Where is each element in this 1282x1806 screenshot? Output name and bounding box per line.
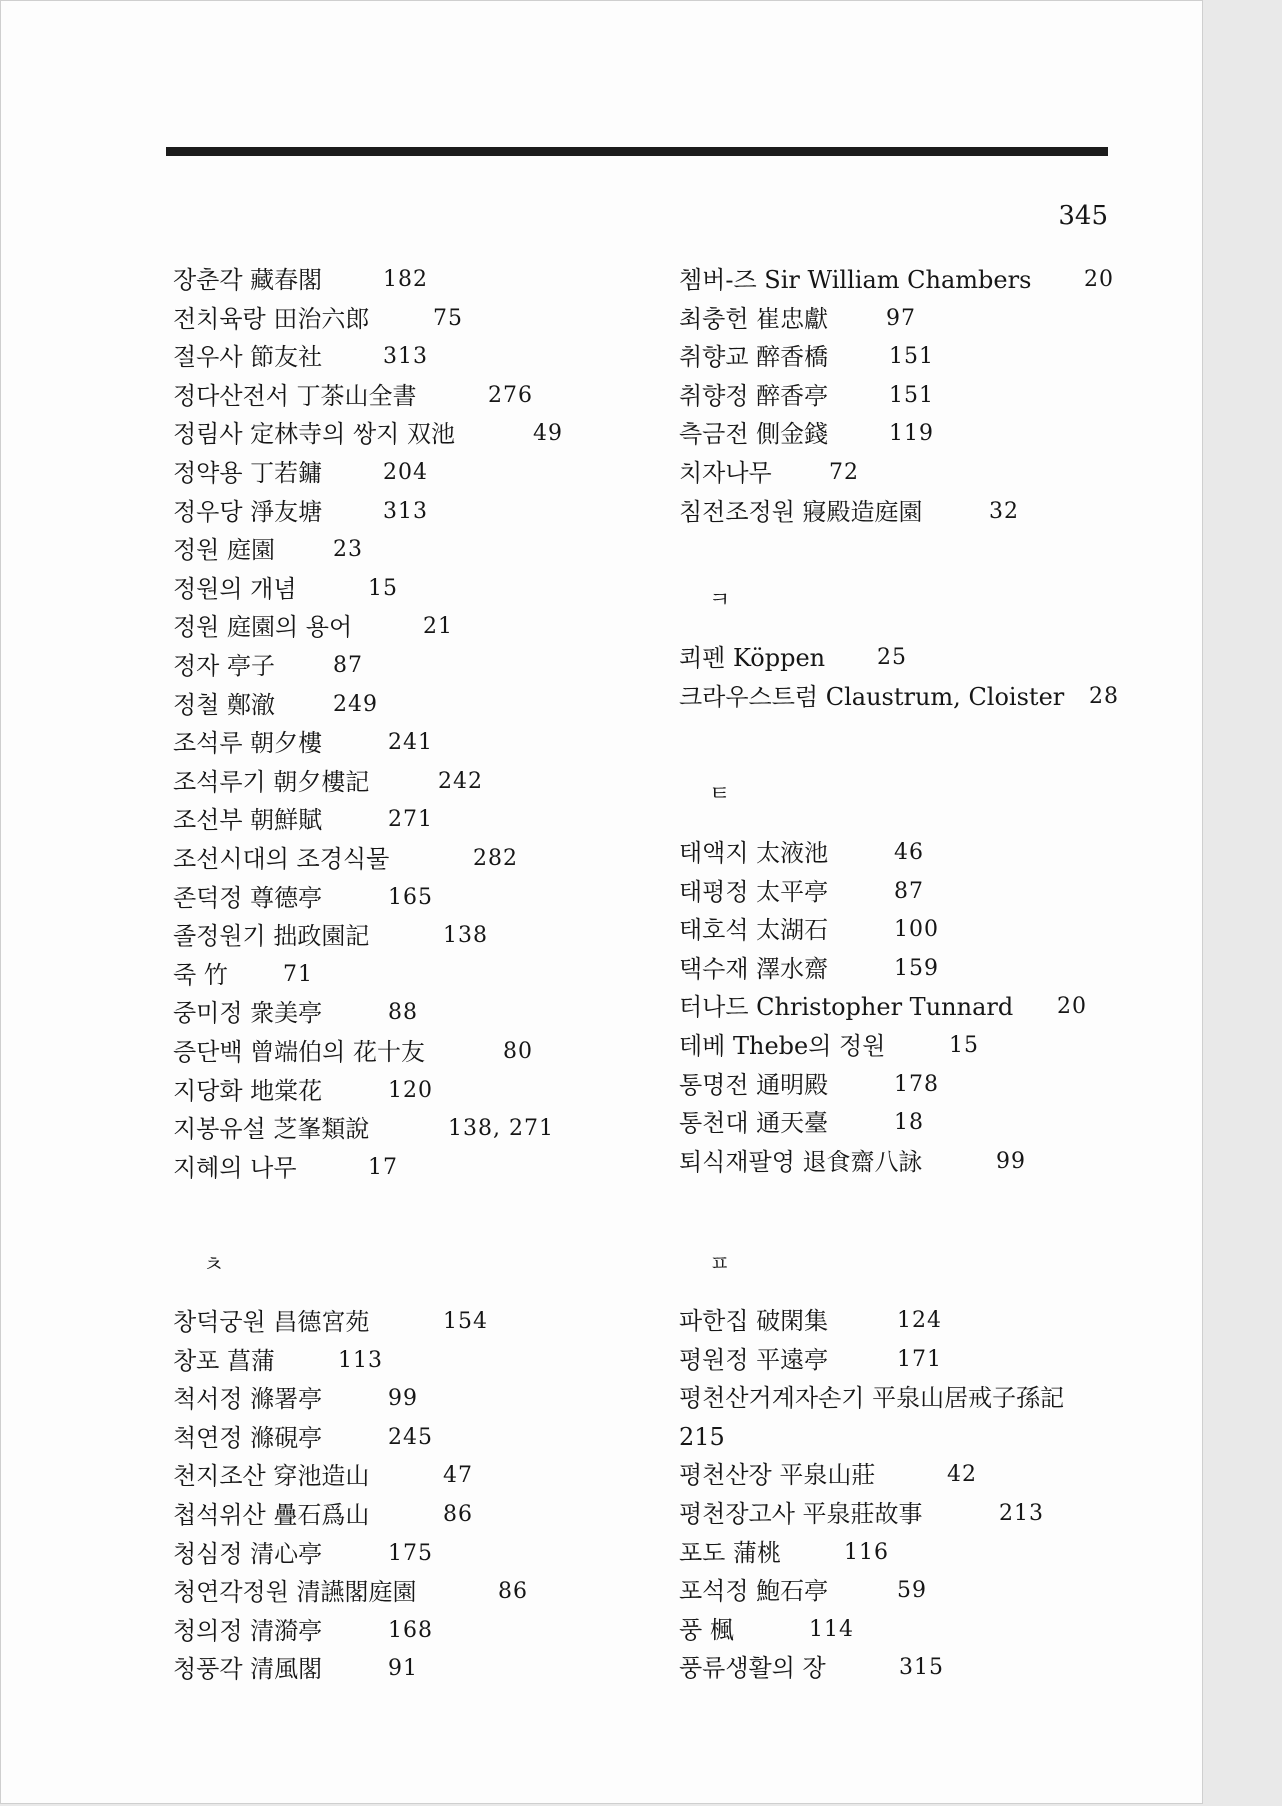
index-page-ref: 15	[949, 1033, 979, 1058]
index-term: 장춘각 藏春閣	[173, 266, 323, 294]
index-term: 통천대 通天臺	[679, 1109, 829, 1138]
index-term: 215	[679, 1422, 725, 1451]
index-page-ref: 151	[889, 344, 934, 370]
index-entry	[679, 1649, 944, 1687]
index-entry	[679, 1027, 979, 1065]
index-page-ref: 42	[947, 1462, 977, 1488]
index-term: 정림사 定林寺의 쌍지 双池	[173, 420, 455, 449]
index-entry	[173, 1650, 418, 1688]
index-term: 정원의 개념	[173, 574, 297, 603]
index-page-ref: 151	[889, 382, 934, 408]
index-page-ref: 25	[877, 645, 907, 670]
section-heading: ㅊ	[203, 1253, 225, 1278]
index-entry	[173, 1535, 433, 1573]
index-entry	[173, 415, 563, 453]
index-page-ref: 87	[333, 653, 363, 678]
index-page-ref: 249	[333, 691, 378, 717]
index-term: 청풍각 清風閣	[173, 1655, 323, 1684]
index-term: 파한집 破閑集	[679, 1307, 829, 1335]
index-term: 청심정 清心亭	[173, 1539, 323, 1568]
index-entry	[173, 801, 433, 839]
index-term: 지혜의 나무	[173, 1153, 297, 1182]
index-term: 정다산전서 丁茶山全書	[173, 381, 417, 410]
index-term: 정철 鄭澈	[173, 690, 275, 719]
index-page-ref: 20	[1057, 994, 1087, 1020]
index-page-ref: 315	[899, 1655, 944, 1681]
index-term: 전치육랑 田治六郎	[173, 304, 370, 333]
section-heading: ㅍ	[709, 1252, 731, 1277]
index-page-ref: 20	[1084, 267, 1114, 292]
index-page-ref: 99	[388, 1386, 418, 1412]
index-term: 치자나무	[679, 459, 772, 487]
index-term: 창덕궁원 昌德宮苑	[173, 1308, 370, 1336]
index-entry	[173, 338, 428, 376]
index-entry	[173, 1496, 473, 1534]
index-page-ref: 124	[897, 1308, 942, 1333]
index-entry	[679, 415, 934, 453]
index-entry	[173, 1342, 383, 1380]
index-term: 정원 庭園의 용어	[173, 613, 353, 642]
index-term: 중미정 衆美亭	[173, 999, 323, 1028]
index-page-ref: 276	[488, 382, 533, 408]
index-term: 존덕정 尊德亭	[173, 883, 323, 912]
index-page-ref: 59	[897, 1578, 927, 1604]
index-page-ref: 47	[443, 1463, 473, 1489]
index-term: 취향교 醉香橋	[679, 343, 829, 372]
header-rule	[166, 147, 1108, 156]
index-entry	[173, 724, 433, 762]
index-entry	[173, 377, 533, 415]
index-entry	[679, 1302, 942, 1340]
index-entry	[679, 1534, 889, 1572]
index-page-ref: 17	[368, 1154, 398, 1180]
index-term: 포석정 鮑石亭	[679, 1577, 829, 1606]
index-entry	[679, 1104, 924, 1142]
index-term: 창포 菖蒲	[173, 1346, 275, 1375]
index-entry	[173, 1303, 488, 1341]
index-entry	[173, 608, 453, 646]
index-page-ref: 245	[388, 1424, 433, 1450]
index-entry	[679, 338, 934, 376]
index-entry	[173, 1072, 433, 1110]
index-entry	[173, 300, 463, 338]
index-term: 조선부 朝鮮賦	[173, 806, 323, 835]
index-term: 척서정 滌署亭	[173, 1385, 323, 1414]
index-entry	[173, 570, 398, 608]
index-page-ref: 313	[383, 344, 428, 370]
index-term: 천지조산 穿池造山	[173, 1462, 370, 1491]
index-term: 태액지 太液池	[679, 839, 829, 867]
index-term: 평천산장 平泉山莊	[679, 1461, 876, 1490]
index-entry	[679, 1495, 1044, 1533]
index-entry	[173, 493, 428, 531]
index-term: 졸정원기 拙政園記	[173, 922, 370, 951]
index-term: 터나드 Christopher Tunnard	[679, 993, 1014, 1022]
index-entry	[173, 1573, 528, 1611]
index-term: 증단백 曾端伯의 花十友	[173, 1038, 425, 1066]
index-term: 포도 蒲桃	[679, 1538, 781, 1567]
index-page-ref: 86	[443, 1502, 473, 1527]
index-term: 지당화 地棠花	[173, 1076, 323, 1105]
index-term: 정자 亭子	[173, 652, 275, 680]
index-page-ref: 271	[388, 807, 433, 833]
index-page-ref: 87	[894, 878, 924, 904]
index-term: 퇴식재팔영 退食齋八詠	[679, 1147, 923, 1176]
index-entry	[173, 647, 363, 685]
page-number: 345	[1058, 201, 1108, 231]
index-entry	[679, 834, 924, 872]
index-page-ref: 113	[338, 1347, 383, 1373]
index-page-ref: 175	[388, 1540, 433, 1566]
index-page-ref: 15	[368, 575, 398, 601]
index-entry	[173, 1033, 533, 1071]
index-page-ref: 75	[433, 305, 463, 331]
index-page-ref: 119	[889, 421, 934, 447]
index-page-ref: 171	[897, 1346, 942, 1372]
index-page-ref: 86	[498, 1579, 528, 1605]
index-term: 최충헌 崔忠獻	[679, 304, 829, 333]
index-entry	[173, 686, 378, 724]
index-term: 조선시대의 조경식물	[173, 845, 390, 873]
index-term: 청의정 清漪亭	[173, 1616, 323, 1645]
index-page-ref: 97	[886, 305, 916, 331]
index-term: 정우당 淨友塘	[173, 497, 323, 526]
index-term: 태평정 太平亭	[679, 877, 829, 906]
index-term: 청연각정원 清讌閣庭園	[173, 1578, 417, 1607]
index-entry	[679, 1456, 977, 1494]
index-term: 풍류생활의 장	[679, 1654, 826, 1683]
index-entry	[173, 1149, 398, 1187]
index-page-ref: 182	[383, 267, 428, 292]
index-entry	[173, 1457, 473, 1495]
index-entry	[679, 493, 1019, 531]
index-term: 크라우스트럼 Claustrum, Cloister	[679, 682, 1065, 711]
index-entry	[173, 956, 313, 994]
index-entry	[173, 994, 418, 1032]
index-page-ref: 21	[423, 614, 453, 640]
index-term: 통명전 通明殿	[679, 1070, 829, 1099]
index-entry	[173, 1110, 554, 1148]
index-page-ref: 91	[388, 1656, 418, 1682]
index-page-ref: 99	[996, 1148, 1026, 1174]
index-page-ref: 241	[388, 730, 433, 756]
index-page-ref: 46	[894, 840, 924, 865]
index-entry	[679, 988, 1087, 1026]
index-entry	[173, 454, 428, 492]
index-entry	[679, 261, 1114, 299]
index-entry	[173, 1380, 418, 1418]
index-term: 조석루기 朝夕樓記	[173, 767, 370, 796]
index-term: 측금전 側金錢	[679, 420, 829, 449]
index-term: 태호석 太湖石	[679, 916, 829, 945]
index-entry	[679, 377, 934, 415]
index-term: 풍 楓	[679, 1615, 734, 1644]
index-page-ref: 28	[1089, 683, 1119, 709]
index-entry	[173, 1419, 433, 1457]
index-term: 평원정 平遠亭	[679, 1345, 829, 1374]
index-page-ref: 71	[283, 961, 313, 987]
index-page-ref: 18	[894, 1110, 924, 1136]
index-entry	[173, 1612, 433, 1650]
index-page-ref: 120	[388, 1077, 433, 1103]
index-page-ref: 23	[333, 537, 363, 563]
index-page-ref: 114	[809, 1616, 854, 1642]
index-entry	[679, 873, 924, 911]
index-term: 정약용 丁若鏞	[173, 459, 323, 487]
index-page-ref: 159	[894, 955, 939, 981]
index-term: 쳄버-즈 Sir William Chambers	[679, 266, 1032, 294]
index-page-ref: 313	[383, 498, 428, 524]
index-entry	[679, 1341, 942, 1379]
index-term: 침전조정원 寢殿造庭園	[679, 497, 923, 526]
index-entry	[679, 1066, 939, 1104]
index-term: 첩석위산 疊石爲山	[173, 1501, 370, 1529]
index-entry	[173, 763, 483, 801]
index-page-ref: 242	[438, 768, 483, 794]
index-entry	[679, 1611, 854, 1649]
index-page-ref: 138, 271	[448, 1116, 554, 1142]
index-entry	[173, 879, 433, 917]
index-term: 정원 庭園	[173, 536, 275, 565]
index-term: 절우사 節友社	[173, 343, 323, 372]
index-entry	[679, 300, 916, 338]
index-entry	[679, 1379, 1064, 1417]
index-page-ref: 154	[443, 1309, 488, 1334]
index-entry	[679, 454, 859, 492]
index-page-ref: 204	[383, 460, 428, 485]
index-page-ref: 72	[829, 460, 859, 485]
index-term: 척연정 滌硯亭	[173, 1423, 323, 1452]
index-entry	[173, 261, 428, 299]
index-term: 취향정 醉香亭	[679, 381, 829, 410]
index-term: 지봉유설 芝峯類說	[173, 1115, 370, 1144]
index-page-ref: 49	[533, 421, 563, 447]
index-term: 죽 竹	[173, 960, 228, 989]
index-term: 쾨펜 Köppen	[679, 644, 826, 672]
index-entry	[173, 917, 488, 955]
index-entry	[679, 678, 1119, 716]
index-page-ref: 165	[388, 884, 433, 910]
index-entry	[173, 531, 363, 569]
index-term: 테베 Thebe의 정원	[679, 1032, 886, 1060]
index-page-ref: 88	[388, 1000, 418, 1026]
index-entry	[679, 639, 907, 677]
index-term: 평천장고사 平泉莊故事	[679, 1500, 923, 1528]
index-page-ref: 100	[894, 917, 939, 943]
index-page-ref: 116	[844, 1539, 889, 1565]
index-page-ref: 32	[989, 498, 1019, 524]
index-entry	[679, 1572, 927, 1610]
index-entry	[679, 911, 939, 949]
index-term: 평천산거계자손기 平泉山居戒子孫記	[679, 1384, 1065, 1413]
index-entry	[679, 1143, 1026, 1181]
index-term: 조석루 朝夕樓	[173, 729, 323, 758]
index-page-ref: 282	[473, 846, 518, 871]
index-page-ref: 213	[999, 1501, 1044, 1526]
index-page-ref: 138	[443, 923, 488, 949]
index-term: 택수재 澤水齋	[679, 954, 829, 983]
section-heading: ㅌ	[709, 782, 731, 807]
index-entry	[173, 840, 518, 878]
section-heading: ㅋ	[709, 588, 731, 613]
index-entry	[679, 1418, 725, 1456]
index-page-ref: 168	[388, 1617, 433, 1643]
index-page-ref: 80	[503, 1039, 533, 1064]
index-page-ref: 178	[894, 1071, 939, 1097]
index-entry	[679, 950, 939, 988]
